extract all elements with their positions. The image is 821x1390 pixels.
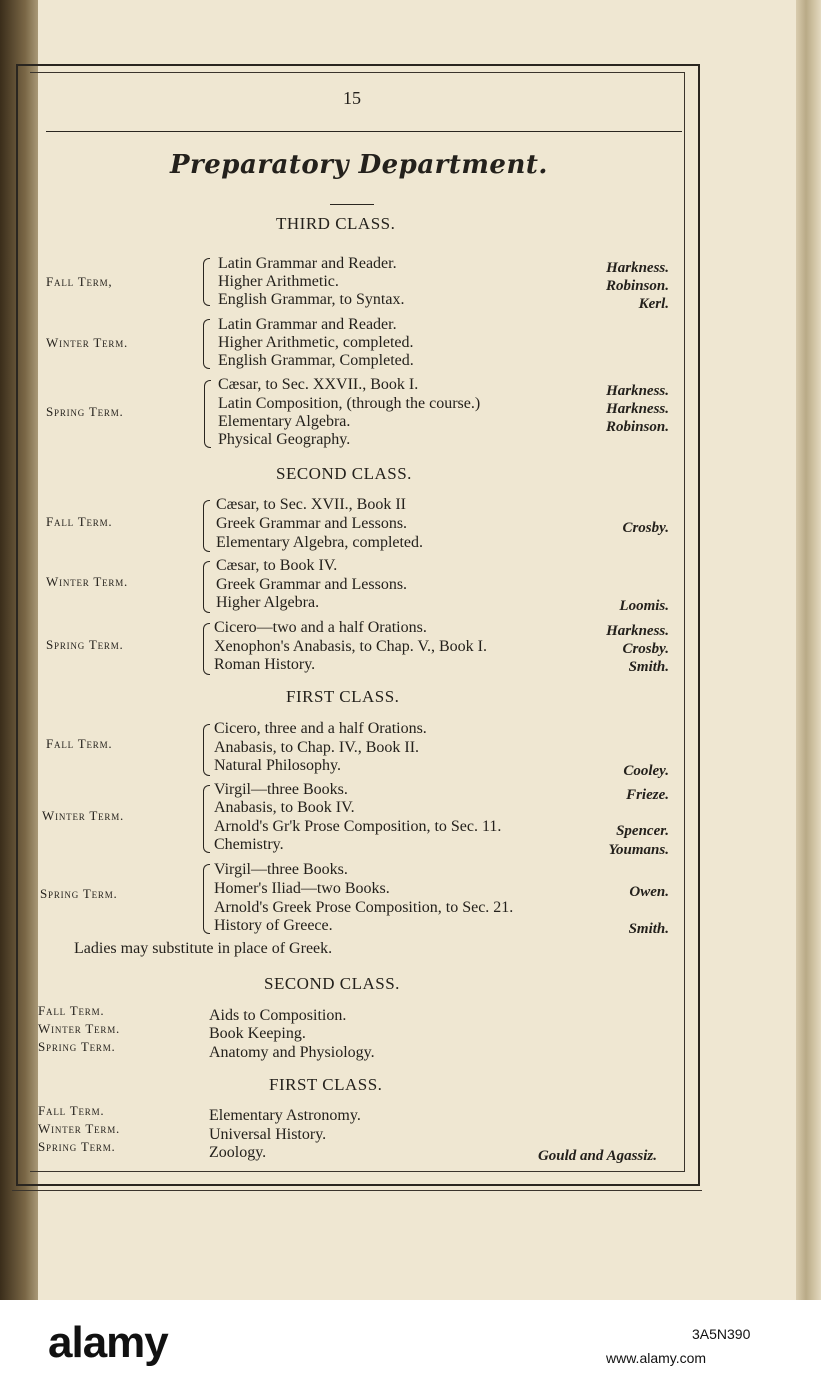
author-name: Smith. (628, 921, 669, 937)
term-label: Fall Term. (38, 1003, 105, 1018)
section-heading-first-class: FIRST CLASS. (286, 687, 400, 706)
image-id: 3A5N390 (692, 1326, 751, 1342)
course-item: Cicero, three and a half Orations. (214, 720, 427, 737)
page-edges (796, 0, 821, 1300)
course-item: Physical Geography. (218, 431, 351, 448)
course-item: Higher Algebra. (216, 594, 320, 611)
course-item: Anatomy and Physiology. (209, 1044, 375, 1061)
course-item: English Grammar, to Syntax. (218, 291, 405, 308)
author-name: Harkness. (606, 260, 669, 276)
author-name: Frieze. (626, 787, 669, 803)
section-heading-ladies-first-class: FIRST CLASS. (269, 1075, 383, 1094)
course-item: Higher Arithmetic, completed. (218, 334, 414, 351)
page-title: Preparatory Department. (170, 150, 548, 180)
course-item: Greek Grammar and Lessons. (216, 515, 408, 532)
course-item: Elementary Astronomy. (209, 1107, 361, 1124)
brace (203, 258, 210, 306)
brace (203, 319, 210, 369)
brace (203, 623, 210, 675)
term-label: Spring Term. (38, 1039, 116, 1054)
term-label: Winter Term. (42, 808, 125, 823)
course-item: Cicero—two and a half Orations. (214, 619, 427, 636)
term-label: Fall Term, (46, 274, 113, 289)
section-heading-ladies-second-class: SECOND CLASS. (264, 974, 400, 993)
course-item: Xenophon's Anabasis, to Chap. V., Book I. (214, 638, 487, 655)
author-name: Loomis. (619, 598, 669, 614)
brace (203, 864, 210, 934)
title-rule (330, 204, 374, 205)
section-heading-third-class: THIRD CLASS. (276, 214, 396, 233)
course-item: English Grammar, Completed. (218, 352, 414, 369)
term-label: Winter Term. (38, 1021, 121, 1036)
term-label: Fall Term. (46, 514, 113, 529)
author-name: Smith. (628, 659, 669, 675)
author-name: Spencer. (616, 823, 669, 839)
course-item: Cæsar, to Book IV. (216, 557, 338, 574)
course-item: Elementary Algebra. (218, 413, 351, 430)
course-item: Homer's Iliad—two Books. (214, 880, 390, 897)
course-item: Elementary Algebra, completed. (216, 534, 424, 551)
term-label: Winter Term. (46, 574, 129, 589)
author-name: Cooley. (623, 763, 669, 779)
course-item: Universal History. (209, 1126, 327, 1143)
term-label: Fall Term. (46, 736, 113, 751)
course-item: Latin Composition, (through the course.) (218, 395, 481, 412)
term-label: Winter Term. (46, 335, 129, 350)
course-item: Arnold's Gr'k Prose Composition, to Sec. 11. (214, 818, 502, 835)
term-label: Spring Term. (46, 404, 124, 419)
course-item: History of Greece. (214, 917, 333, 934)
author-name: Kerl. (638, 296, 669, 312)
course-item: Latin Grammar and Reader. (218, 255, 397, 272)
author-name: Robinson. (606, 419, 669, 435)
course-item: Roman History. (214, 656, 316, 673)
course-item: Virgil—three Books. (214, 781, 348, 798)
course-item: Zoology. (209, 1144, 267, 1161)
course-item: Latin Grammar and Reader. (218, 316, 397, 333)
term-label: Spring Term. (40, 886, 118, 901)
author-name: Robinson. (606, 278, 669, 294)
course-item: Chemistry. (214, 836, 284, 853)
course-item: Higher Arithmetic. (218, 273, 339, 290)
brace (203, 561, 210, 613)
course-item: Anabasis, to Chap. IV., Book II. (214, 739, 420, 756)
author-name: Gould and Agassiz. (537, 1148, 657, 1164)
course-item: Greek Grammar and Lessons. (216, 576, 408, 593)
course-item: Arnold's Greek Prose Composition, to Sec. 21. (214, 899, 514, 916)
course-item: Cæsar, to Sec. XVII., Book II (216, 496, 406, 513)
header-rule (46, 131, 682, 132)
brace (203, 724, 210, 776)
author-name: Harkness. (606, 383, 669, 399)
author-name: Harkness. (606, 623, 669, 639)
author-name: Owen. (629, 884, 669, 900)
alamy-logo: alamy (48, 1318, 168, 1367)
course-item: Cæsar, to Sec. XXVII., Book I. (218, 376, 419, 393)
brace (204, 380, 211, 448)
course-item: Anabasis, to Book IV. (214, 799, 355, 816)
page-number: 15 (343, 88, 361, 108)
brace (203, 500, 210, 552)
section-heading-second-class: SECOND CLASS. (276, 464, 412, 483)
bottom-rule (12, 1190, 702, 1191)
ladies-note: Ladies may substitute in place of Greek. (74, 940, 333, 957)
brace (203, 785, 210, 853)
author-name: Crosby. (622, 520, 669, 536)
term-label: Spring Term. (46, 637, 124, 652)
author-name: Harkness. (606, 401, 669, 417)
author-name: Crosby. (622, 641, 669, 657)
term-label: Spring Term. (38, 1139, 116, 1154)
term-label: Fall Term. (38, 1103, 105, 1118)
course-item: Virgil—three Books. (214, 861, 348, 878)
course-item: Natural Philosophy. (214, 757, 341, 774)
site-url: www.alamy.com (606, 1350, 707, 1366)
course-item: Book Keeping. (209, 1025, 306, 1042)
author-name: Youmans. (608, 842, 669, 858)
term-label: Winter Term. (38, 1121, 121, 1136)
course-item: Aids to Composition. (209, 1007, 347, 1024)
